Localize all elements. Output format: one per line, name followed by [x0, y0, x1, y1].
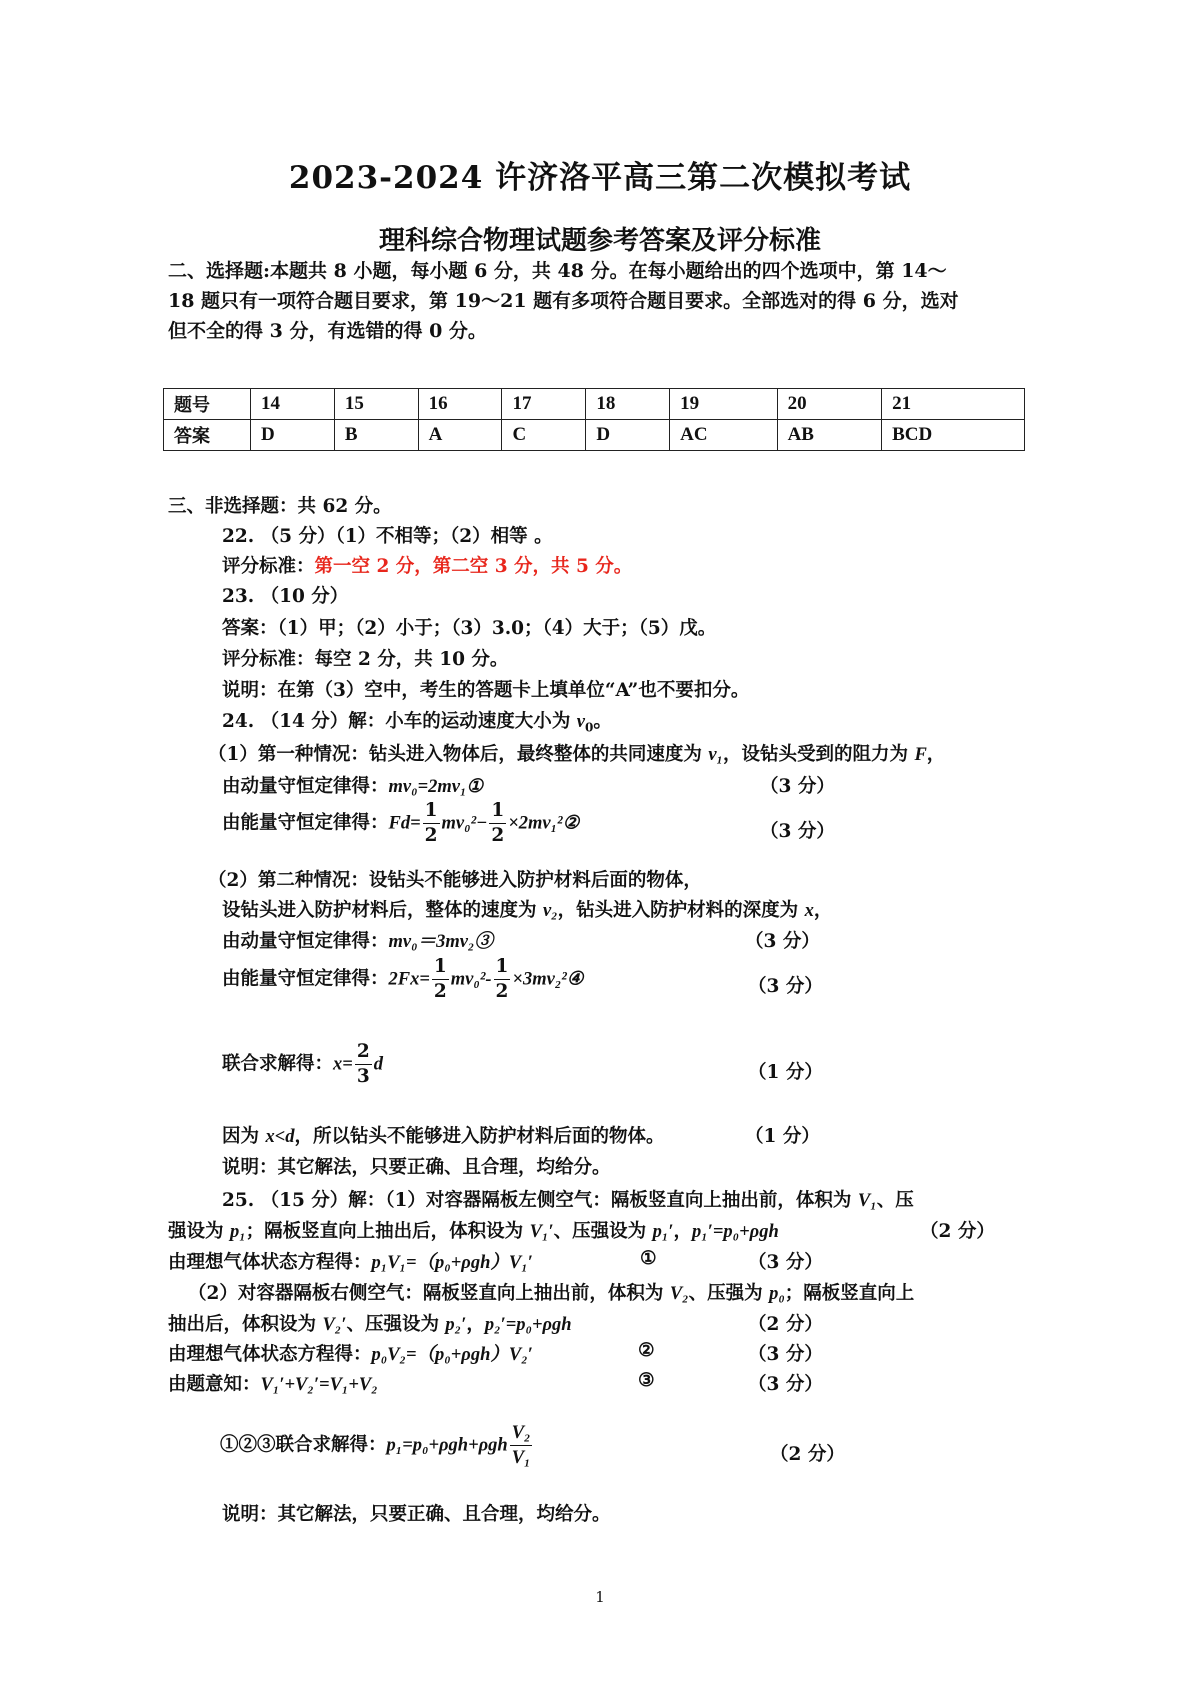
question-number: 19: [670, 389, 777, 420]
var-p0: p₀: [769, 1284, 785, 1304]
answer-cell: D: [586, 420, 670, 451]
fraction-half: [423, 802, 440, 845]
q24-conclusion: [222, 1122, 665, 1148]
q24-eq5-score: （1 分）: [748, 1062, 823, 1083]
equation: V₁′+V₂′=V₁+V₂: [260, 1375, 378, 1395]
section2-intro: [168, 256, 959, 346]
q24-part2-line1: （2）第二种情况：设钻头不能够进入防护材料后面的物体，: [208, 870, 702, 891]
eq-label: 联合求解得：: [222, 1053, 334, 1075]
text: 设钻头进入防护材料后，整体的速度为: [222, 900, 543, 921]
document-subtitle: 理科综合物理试题参考答案及评分标准: [378, 226, 821, 256]
var-x: x: [804, 901, 814, 921]
answer-cell: B: [334, 420, 418, 451]
q22-line: 22. （5 分）（1）不相等；（2）相等 。: [222, 526, 553, 547]
q23-note: 说明：在第（3）空中，考生的答题卡上填单位“A”也不要扣分。: [222, 680, 750, 701]
numerator: 1: [432, 958, 449, 980]
q23-answer: 答案：（1）甲；（2）小于；（3）3.0；（4）大于；（5）戊。: [222, 618, 717, 639]
row-label-answer: 答案: [164, 420, 251, 451]
q25-eq1: [168, 1248, 533, 1274]
equation-mid: mv₀²-: [450, 969, 492, 990]
q25-final: [220, 1424, 534, 1467]
eq-label: ①②③联合求解得：: [220, 1434, 387, 1456]
text: 抽出后，体积设为: [168, 1314, 323, 1335]
question-number: 20: [777, 389, 882, 420]
var-V1-prime: V₁′: [529, 1222, 554, 1242]
fraction-half: [494, 958, 511, 1001]
denominator: 2: [491, 824, 505, 846]
fraction-two-thirds: [355, 1043, 372, 1086]
eq-label: 由理想气体状态方程得：: [168, 1252, 372, 1273]
q24-conclusion-score: （1 分）: [745, 1126, 820, 1147]
q24-head: [222, 707, 612, 735]
equation: mv₀＝3mv₂③: [388, 932, 493, 952]
q25-eq2: [168, 1340, 533, 1366]
denominator: 3: [356, 1065, 370, 1087]
text: 、压强设为: [553, 1221, 653, 1242]
var-v: v: [576, 712, 585, 732]
var-p2-prime: p₂′: [445, 1315, 467, 1335]
question-number: 15: [334, 389, 418, 420]
var-v1: v₁: [708, 745, 723, 765]
q22-criteria: [222, 552, 632, 578]
table-row-answers: [164, 420, 1025, 451]
answer-cell: AC: [670, 420, 777, 451]
equation: p₁V₁=（p₀+ρgh）V₁′: [371, 1253, 533, 1273]
section2-intro-line3: 但不全的得 3 分，有选错的得 0 分。: [168, 320, 487, 342]
numerator: 2: [355, 1043, 372, 1065]
var-sub: 0: [584, 720, 594, 735]
text: 因为: [222, 1126, 266, 1147]
section2-intro-line2: 18 题只有一项符合题目要求，第 19～21 题有多项符合题目要求。全部选对的得 6 分，选对: [168, 290, 959, 312]
q25-line2-score: （2 分）: [920, 1221, 995, 1242]
equation: p₂′=p₀+ρgh: [484, 1315, 572, 1335]
numerator: 1: [489, 802, 506, 824]
q23-head: 23. （10 分）: [222, 586, 349, 607]
var-p1: p₁: [229, 1222, 246, 1242]
q25-eq2-score: （3 分）: [748, 1344, 823, 1365]
answer-cell: BCD: [882, 420, 1025, 451]
question-number: 17: [502, 389, 586, 420]
denominator: V₁: [511, 1447, 531, 1468]
numerator: 1: [423, 802, 440, 824]
fraction-V2-over-V1: [510, 1424, 533, 1467]
text: 、压强为: [688, 1283, 770, 1304]
q24-p1-c: ，: [926, 744, 946, 765]
equation-lhs: Fd=: [388, 813, 421, 834]
inequality: x<d: [265, 1127, 295, 1147]
text: 25. （15 分）解：（1）对容器隔板左侧空气：隔板竖直向上抽出前，体积为: [222, 1190, 858, 1211]
q24-eq5: [222, 1043, 383, 1086]
q24-eq4-score: （3 分）: [748, 976, 823, 997]
text: ；隔板竖直向上抽出后，体积设为: [245, 1221, 530, 1242]
q25-line1: [222, 1186, 914, 1212]
q24-head-text: 24. （14 分）解：小车的运动速度大小为: [222, 711, 577, 732]
q24-eq3-score: （3 分）: [745, 931, 820, 952]
q25-eq3-score: （3 分）: [748, 1374, 823, 1395]
eq-label: 由理想气体状态方程得：: [168, 1344, 372, 1365]
denominator: 2: [495, 980, 509, 1002]
text: ，: [466, 1314, 485, 1335]
equation-rhs: d: [373, 1054, 383, 1075]
equation-end: ×2mv₁²②: [508, 813, 580, 834]
page-number: 1: [595, 1588, 605, 1606]
q22-criteria-label: 评分标准：: [222, 556, 315, 577]
text: ，: [673, 1221, 692, 1242]
var-V2: V₂: [669, 1284, 689, 1304]
denominator: 2: [424, 824, 438, 846]
denominator: 2: [433, 980, 447, 1002]
text: 、压强设为: [346, 1314, 446, 1335]
q25-line4: [188, 1279, 914, 1305]
eq-label: 由题意知：: [168, 1374, 261, 1395]
q24-eq4: [222, 958, 583, 1001]
question-number: 18: [586, 389, 670, 420]
q24-p1-b: ，设钻头受到的阻力为: [723, 744, 915, 765]
answer-cell: AB: [777, 420, 882, 451]
q25-line5-score: （2 分）: [748, 1314, 823, 1335]
equation-mid: mv₀²−: [441, 813, 488, 834]
q25-line5: [168, 1310, 572, 1336]
q25-final-score: （2 分）: [770, 1444, 845, 1465]
table-row-numbers: [164, 389, 1025, 420]
q25-note: 说明：其它解法，只要正确、且合理，均给分。: [222, 1504, 611, 1525]
numerator: 1: [494, 958, 511, 980]
q24-eq2-score: （3 分）: [760, 821, 835, 842]
text: （2）对容器隔板右侧空气：隔板竖直向上抽出前，体积为: [188, 1283, 670, 1304]
equation: p₀V₂=（p₀+ρgh）V₂′: [371, 1345, 533, 1365]
answer-cell: C: [502, 420, 586, 451]
answer-cell: A: [418, 420, 502, 451]
q23-criteria: 评分标准：每空 2 分，共 10 分。: [222, 649, 509, 670]
section2-intro-line1: 二、选择题:本题共 8 小题，每小题 6 分，共 48 分。在每小题给出的四个选项中，第 14～: [168, 260, 947, 282]
eq-label: 由动量守恒定律得：: [222, 931, 389, 952]
q24-part1: [208, 740, 945, 766]
fraction-half: [432, 958, 449, 1001]
q24-eq1: [222, 772, 483, 798]
q24-head-end: 。: [593, 711, 612, 732]
row-label-number: 题号: [164, 389, 251, 420]
q25-eq1-score: （3 分）: [748, 1252, 823, 1273]
answer-table: [163, 388, 1025, 451]
question-number: 16: [418, 389, 502, 420]
var-F: F: [914, 745, 927, 765]
question-number: 21: [882, 389, 1025, 420]
var-V1: V₁: [857, 1191, 877, 1211]
eq-label: 由能量守恒定律得：: [222, 968, 389, 990]
q24-part2-line2: [222, 896, 832, 922]
q25-line2: [168, 1217, 779, 1243]
q24-eq3: [222, 927, 493, 953]
var-p1-prime: p₁′: [652, 1222, 674, 1242]
text: 、压: [876, 1190, 914, 1211]
equation: mv₀=2mv₁①: [388, 777, 483, 797]
equation-lhs: 2Fx=: [388, 969, 430, 990]
q24-eq2: [222, 802, 579, 845]
q24-p1-a: （1）第一种情况：钻头进入物体后，最终整体的共同速度为: [208, 744, 709, 765]
equation: p₁=p₀+ρgh+ρgh: [386, 1435, 508, 1456]
q25-eq2-mark: ②: [638, 1340, 655, 1361]
eq-label: 由动量守恒定律得：: [222, 776, 389, 797]
var-V2-prime: V₂′: [322, 1315, 347, 1335]
question-number: 14: [251, 389, 335, 420]
text: ，: [813, 900, 833, 921]
eq-label: 由能量守恒定律得：: [222, 812, 389, 834]
text: ，所以钻头不能够进入防护材料后面的物体。: [294, 1126, 665, 1147]
q24-eq1-score: （3 分）: [760, 776, 835, 797]
text: ，钻头进入防护材料的深度为: [557, 900, 805, 921]
section3-heading: 三、非选择题：共 62 分。: [168, 496, 392, 517]
numerator: V₂: [510, 1424, 533, 1446]
q24-note: 说明：其它解法，只要正确、且合理，均给分。: [222, 1157, 611, 1178]
equation: p₁′=p₀+ρgh: [691, 1222, 779, 1242]
text: ；隔板竖直向上: [784, 1283, 915, 1304]
document-title: 2023-2024 许济洛平高三第二次模拟考试: [288, 160, 912, 196]
answer-cell: D: [251, 420, 335, 451]
fraction-half: [489, 802, 506, 845]
equation-lhs: x=: [333, 1054, 353, 1075]
q25-eq3-mark: ③: [638, 1370, 655, 1391]
q22-criteria-text: 第一空 2 分，第二空 3 分，共 5 分。: [314, 556, 633, 577]
q25-eq1-mark: ①: [640, 1248, 657, 1269]
text: 强设为: [168, 1221, 230, 1242]
var-v2: v₂: [542, 901, 558, 921]
equation-end: ×3mv₂²④: [512, 969, 584, 990]
q25-eq3: [168, 1370, 378, 1396]
